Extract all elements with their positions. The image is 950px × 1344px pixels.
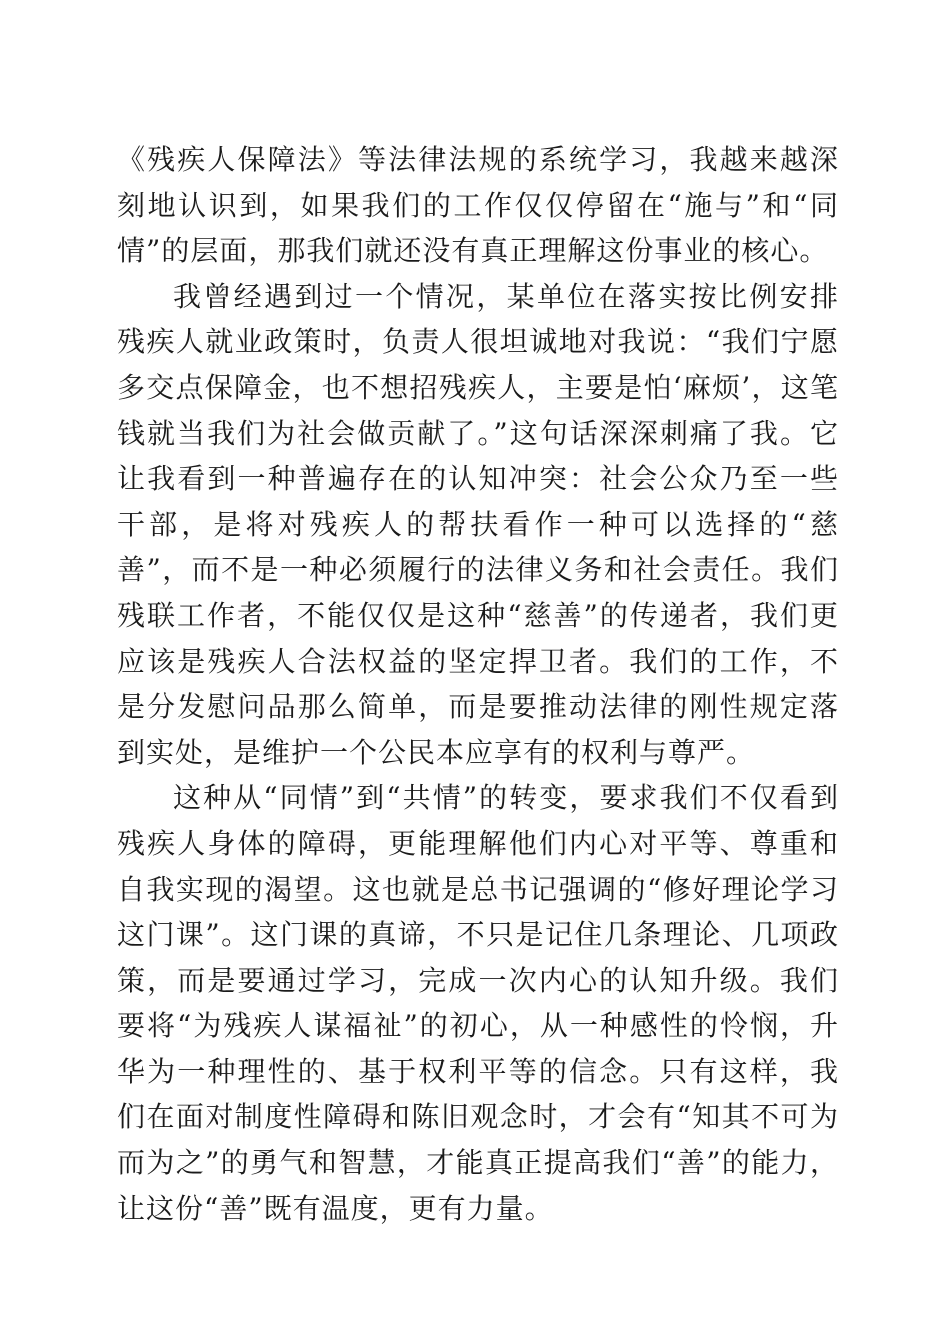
document-body	[117, 137, 839, 1231]
paragraph-2: 我曾经遇到过一个情况，某单位在落实按比例安排残疾人就业政策时，负责人很坦诚地对我说：“我们宁愿多交点保障金，也不想招残疾人，主要是怕‘麻烦’，这笔钱就当我们为社会做贡献了。”这句话深深刺痛了我。它让我看到一种普遍存在的认知冲突：社会公众乃至一些干部，是将对残疾人的帮扶看作一种可以选择的“慈善”，而不是一种必须履行的法律义务和社会责任。我们残联工作者，不能仅仅是这种“慈善”的传递者，我们更应该是残疾人合法权益的坚定捍卫者。我们的工作，不是分发慰问品那么简单，而是要推动法律的刚性规定落到实处，是维护一个公民本应享有的权利与尊严。	[117, 279, 839, 769]
paragraph-1: 《残疾人保障法》等法律法规的系统学习，我越来越深刻地认识到，如果我们的工作仅仅停留在“施与”和“同情”的层面，那我们就还没有真正理解这份事业的核心。	[117, 143, 839, 268]
paragraph-3: 这种从“同情”到“共情”的转变，要求我们不仅看到残疾人身体的障碍，更能理解他们内心对平等、尊重和自我实现的渴望。这也就是总书记强调的“修好理论学习这门课”。这门课的真谛，不只是记住几条理论、几项政策，而是要通过学习，完成一次内心的认知升级。我们要将“为残疾人谋福祉”的初心，从一种感性的怜悯，升华为一种理性的、基于权利平等的信念。只有这样，我们在面对制度性障碍和陈旧观念时，才会有“知其不可为而为之”的勇气和智慧，才能真正提高我们“善”的能力，让这份“善”既有温度，更有力量。	[117, 781, 839, 1225]
